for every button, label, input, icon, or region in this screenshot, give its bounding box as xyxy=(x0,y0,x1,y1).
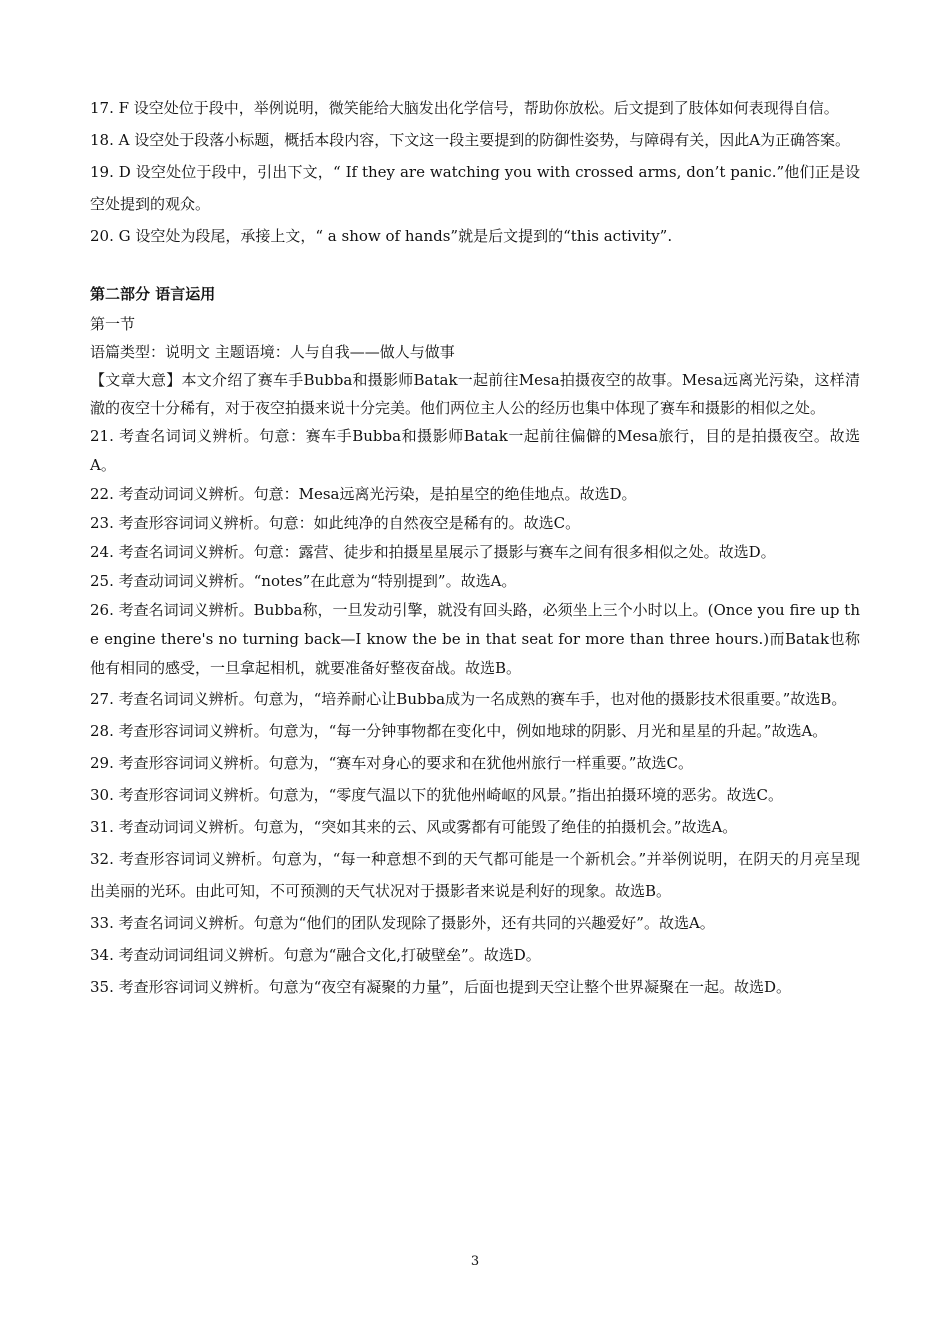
genre-line: 语篇类型：说明文 主题语境：人与自我——做人与做事 xyxy=(90,343,455,361)
answer-30: 30. 考查形容词词义辨析。句意为，“零度气温以下的犹他州崎岖的风景。”指出拍摄环境的恶劣。故选C。 xyxy=(90,786,783,804)
part2-title: 第二部分 语言运用 xyxy=(90,285,216,303)
answer-20: 20. G 设空处为段尾，承接上文，“ a show of hands”就是后文提到的“this activity”. xyxy=(90,227,673,245)
answer-33: 33. 考查名词词义辨析。句意为“他们的团队发现除了摄影外，还有共同的兴趣爱好”。故选A。 xyxy=(90,914,715,932)
answer-24: 24. 考查名词词义辨析。句意：露营、徒步和拍摄星星展示了摄影与赛车之间有很多相似之处。故选D。 xyxy=(90,543,776,561)
answer-29: 29. 考查形容词词义辨析。句意为，“赛车对身心的要求和在犹他州旅行一样重要。”故选C。 xyxy=(90,754,693,772)
answer-32: 32. 考查形容词词义辨析。句意为，“每一种意想不到的天气都可能是一个新机会。”并举例说明，在阴天的月亮呈现出美丽的光环。由此可知，不可预测的天气状况对于摄影者来说是利好的现象。故选B。 xyxy=(90,850,860,900)
answer-18: 18. A 设空处于段落小标题，概括本段内容，下文这一段主要提到的防御性姿势，与障碍有关，因此A为正确答案。 xyxy=(90,131,851,149)
document-body xyxy=(90,92,860,1003)
answer-25: 25. 考查动词词义辨析。“notes”在此意为“特别提到”。故选A。 xyxy=(90,572,517,590)
answer-27: 27. 考查名词词义辨析。句意为，“培养耐心让Bubba成为一名成熟的赛车手，也对他的摄影技术很重要。”故选B。 xyxy=(90,690,847,708)
answer-35: 35. 考查形容词词义辨析。句意为“夜空有凝聚的力量”，后面也提到天空让整个世界凝聚在一起。故选D。 xyxy=(90,978,791,996)
answer-21: 21. 考查名词词义辨析。句意：赛车手Bubba和摄影师Batak一起前往偏僻的Mesa旅行，目的是拍摄夜空。故选A。 xyxy=(90,427,860,474)
answer-31: 31. 考查动词词义辨析。句意为，“突如其来的云、风或雾都有可能毁了绝佳的拍摄机会。”故选A。 xyxy=(90,818,738,836)
answer-26: 26. 考查名词词义辨析。Bubba称，一旦发动引擎，就没有回头路，必须坐上三个小时以上。(Once you fire up the engine there's no turning back—I know the be in that seat for more than three hours.)而Batak也称他有相同的感受，一旦拿起相机，就要准备好整夜奋战。故选B。 xyxy=(90,601,860,677)
answer-28: 28. 考查形容词词义辨析。句意为，“每一分钟事物都在变化中，例如地球的阴影、月光和星星的升起。”故选A。 xyxy=(90,722,828,740)
answer-17: 17. F 设空处位于段中，举例说明，微笑能给大脑发出化学信号，帮助你放松。后文提到了肢体如何表现得自信。 xyxy=(90,99,839,117)
answer-22: 22. 考查动词词义辨析。句意：Mesa远离光污染，是拍星空的绝佳地点。故选D。 xyxy=(90,485,637,503)
section-label: 第一节 xyxy=(90,315,136,333)
answer-23: 23. 考查形容词词义辨析。句意：如此纯净的自然夜空是稀有的。故选C。 xyxy=(90,514,581,532)
page-number: 3 xyxy=(470,1254,480,1269)
answer-19: 19. D 设空处位于段中，引出下文，“ If they are watching you with crossed arms, don’t panic.”他们正是设空处提到的观众。 xyxy=(90,163,860,213)
answer-34: 34. 考查动词词组词义辨析。句意为“融合文化,打破壁垒”。故选D。 xyxy=(90,946,541,964)
section-gap xyxy=(90,252,860,278)
article-summary: 【文章大意】本文介绍了赛车手Bubba和摄影师Batak一起前往Mesa拍摄夜空的故事。Mesa远离光污染，这样清澈的夜空十分稀有，对于夜空拍摄来说十分完美。他们两位主人公的经历也集中体现了赛车和摄影的相似之处。 xyxy=(90,371,860,417)
